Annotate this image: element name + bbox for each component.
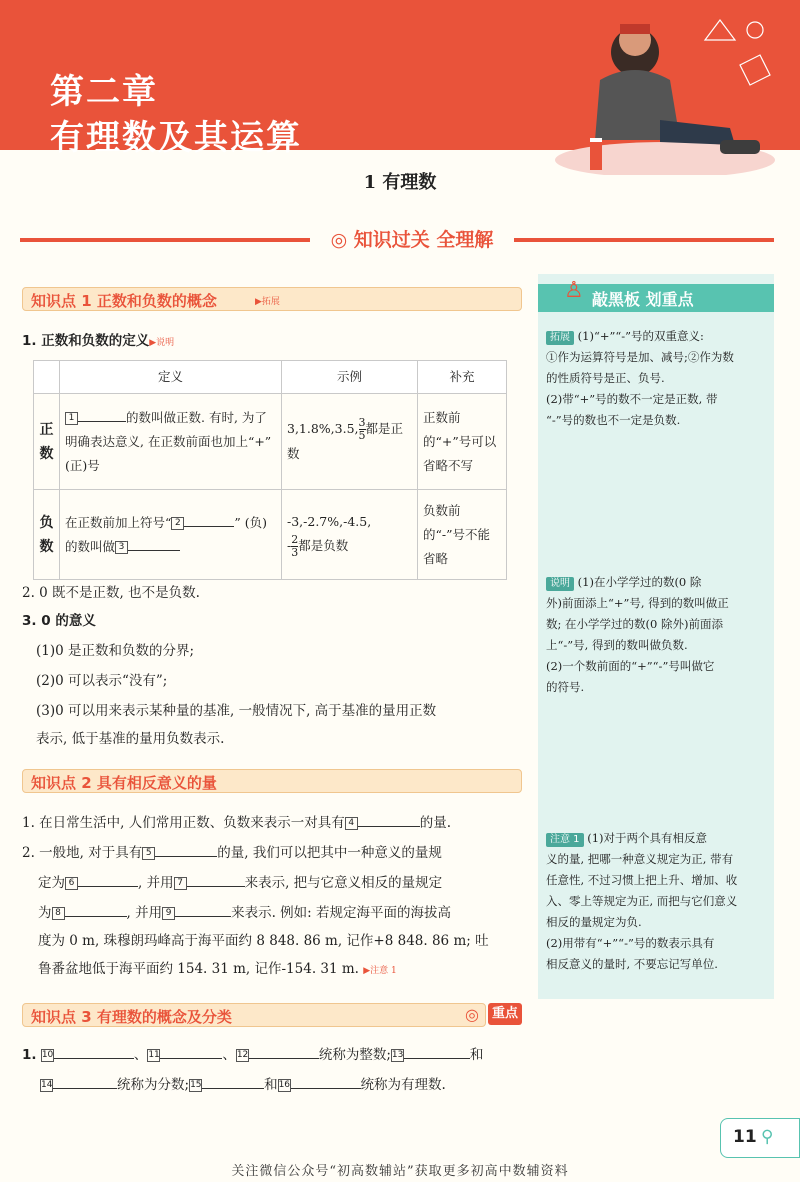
teacher-icon: ♙ xyxy=(564,278,584,303)
note-tag: 说明 xyxy=(546,577,574,591)
positive-note: 正数前的“+”号可以省略不写 xyxy=(418,394,507,490)
item-1-heading xyxy=(22,328,174,357)
blank-number: 5 xyxy=(142,847,155,860)
kp2-paragraph-2-line-5: 鲁番盆地低于海平面约 154. 31 m, 记作-154. 31 m. ▶注意 1 xyxy=(38,961,397,977)
sidebar-note-explanation: 说明 (1)在小学学过的数(0 除 外)前面添上“+”号, 得到的数叫做正 数; 在小学学过的数(0 除外)前面添 上“-”号, 得到的数叫做负数. (2)一个数前面的“+”“-”号叫做它 的符号. xyxy=(546,575,729,694)
kp1-label: 知识点 1 正数和负数的概念 xyxy=(31,292,217,310)
target-icon: ◎ xyxy=(465,1005,479,1024)
sidebar-header xyxy=(538,278,774,312)
blank-number: 15 xyxy=(190,1080,202,1090)
negative-definition: 在正数前加上符号“ 2 ” (负)的数叫做 3 xyxy=(60,490,282,580)
sidebar-note-attention: 注意 1 (1)对于两个具有相反意 义的量, 把哪一种意义规定为正, 带有 任意性, 不过习惯上把上升、增加、收 入、零上等规定为正, 而把与它们意义 相反的量规定为负. (2)用带有“+”“-”号的数表示具有 相反意义的量时, 不要忘记写单位. xyxy=(546,831,738,971)
knowledge-banner xyxy=(20,226,774,254)
key-point-badge: 重点 xyxy=(488,1003,522,1025)
blank-number: 16 xyxy=(278,1080,291,1090)
blank-number: 3 xyxy=(115,541,128,554)
item-3-line-2: (2)0 可以表示“没有”; xyxy=(36,673,168,689)
blank-number: 4 xyxy=(345,817,358,830)
item-3-line-4: 表示, 低于基准的量用负数表示. xyxy=(36,731,225,747)
note-tag: 拓展 xyxy=(546,331,574,345)
kp3-line-1: 1. 10 、11 、12 统称为整数;13 和 xyxy=(22,1047,484,1063)
kp2-tag: ▶注意 1 xyxy=(363,966,397,976)
kp2-paragraph-2-line-3: 为 8 , 并用 9 来表示. 例如: 若规定海平面的海拔高 xyxy=(38,905,452,921)
banner-text: 知识过关 全理解 xyxy=(353,229,494,251)
swirl-icon: ◎ xyxy=(330,229,354,251)
table-row xyxy=(34,394,507,490)
row-head-positive: 正数 xyxy=(34,394,60,490)
kp2-paragraph-2-line-2: 定为 6 , 并用 7 来表示, 把与它意义相反的量规定 xyxy=(38,875,443,891)
blank-number: 9 xyxy=(162,907,175,920)
item1-label: 1. 正数和负数的定义 xyxy=(22,333,150,349)
negative-example: -3,-2.7%,-4.5, $-\frac{2}{3}$都是负数 xyxy=(282,490,418,580)
item-3-heading: 3. 0 的意义 xyxy=(22,613,96,629)
blank-number: 12 xyxy=(236,1050,249,1060)
compass-icon: ⚲ xyxy=(761,1127,774,1147)
item-3-line-3: (3)0 可以用来表示某种量的基准, 一般情况下, 高于基准的量用正数 xyxy=(36,703,437,719)
item-2: 2. 0 既不是正数, 也不是负数. xyxy=(22,585,200,601)
chapter-number: 第二章 xyxy=(50,72,158,112)
knowledge-point-3-header xyxy=(22,1003,486,1027)
blank-number: 7 xyxy=(174,877,187,890)
knowledge-point-1-header xyxy=(22,287,522,311)
page-number: 11 xyxy=(733,1127,757,1147)
positive-definition: 1 的数叫做正数. 有时, 为了明确表达意义, 在正数前面也加上“+” (正)号 xyxy=(60,394,282,490)
footer-note: 关注微信公众号“初高数辅站”获取更多初高中数辅资料 xyxy=(231,1164,569,1179)
table-header-definition: 定义 xyxy=(60,361,282,394)
kp2-paragraph-2-line-4: 度为 0 m, 珠穆朗玛峰高于海平面约 8 848. 86 m, 记作+8 848. 86 m; 吐 xyxy=(38,933,489,949)
kp3-label: 知识点 3 有理数的概念及分类 xyxy=(31,1008,232,1026)
note-tag: 注意 1 xyxy=(546,833,584,847)
blank-number: 13 xyxy=(391,1050,404,1060)
bearded-man-illustration xyxy=(540,10,790,175)
blank-number: 8 xyxy=(52,907,65,920)
blank-number: 14 xyxy=(41,1080,53,1090)
page-number-tab xyxy=(720,1118,800,1158)
blank-number: 11 xyxy=(148,1050,160,1060)
negative-note: 负数前的“-”号不能省略 xyxy=(418,490,507,580)
key-points-sidebar xyxy=(538,274,774,999)
item1-tag: ▶说明 xyxy=(149,338,175,348)
sidebar-title: 敲黑板 划重点 xyxy=(592,290,694,309)
sidebar-note-extension: 拓展 (1)“+”“-”号的双重意义: ①作为运算符号是加、减号;②作为数 的性质符号是正、负号. (2)带“+”号的数不一定是正数, 带 “-”号的数也不一定是负数. xyxy=(546,329,734,427)
kp1-tag: ▶拓展 xyxy=(255,297,280,307)
table-header-example: 示例 xyxy=(282,361,418,394)
blank-number: 6 xyxy=(65,877,78,890)
kp2-label: 知识点 2 具有相反意义的量 xyxy=(31,774,217,792)
kp2-paragraph-1: 1. 在日常生活中, 人们常用正数、负数来表示一对具有 4 的量. xyxy=(22,815,452,831)
table-row xyxy=(34,490,507,580)
blank-number: 2 xyxy=(171,517,184,530)
kp2-paragraph-2-line-1: 2. 一般地, 对于具有 5 的量, 我们可以把其中一种意义的量规 xyxy=(22,845,442,861)
blank-number: 1 xyxy=(65,412,78,425)
section-title: 1 有理数 xyxy=(363,172,437,193)
table-header-empty xyxy=(34,361,60,394)
row-head-negative: 负数 xyxy=(34,490,60,580)
knowledge-point-2-header xyxy=(22,769,522,793)
positive-example: $3,1.8\%,3.5,\frac{3}{5}$都是正数 xyxy=(282,394,418,490)
table-header-note: 补充 xyxy=(418,361,507,394)
blank-number: 10 xyxy=(41,1050,54,1060)
positive-negative-table xyxy=(33,360,507,580)
chapter-title: 有理数及其运算 xyxy=(50,118,302,158)
item-3-line-1: (1)0 是正数和负数的分界; xyxy=(36,643,195,659)
kp3-line-2: 14 统称为分数;15 和16 统称为有理数. xyxy=(41,1077,446,1093)
